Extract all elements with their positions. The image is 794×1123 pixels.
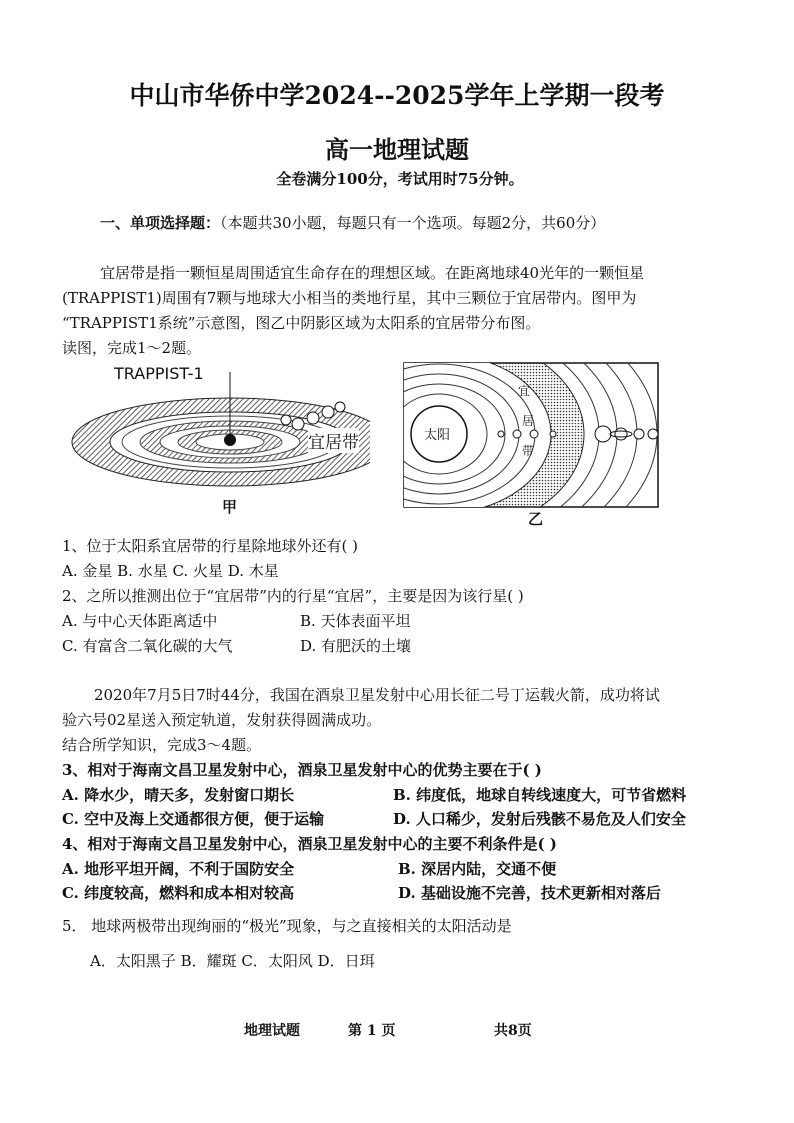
exam-title: 中山市华侨中学2024--2025学年上学期一段考 xyxy=(129,81,665,110)
question-2-option-c: C. 有富含二氧化碳的大气 xyxy=(62,637,233,655)
figure-a-star-label: TRAPPIST-1 xyxy=(114,364,204,383)
question-3-stem: 3、相对于海南文昌卫星发射中心，酒泉卫星发射中心的优势主要在于( ) xyxy=(62,761,542,779)
passage1-line-3: “TRAPPIST1系统”示意图，图乙中阴影区域为太阳系的宜居带分布图。 xyxy=(62,314,541,332)
question-5-options: A．太阳黑子 B．耀斑 C．太阳风 D．日珥 xyxy=(90,952,375,970)
section-heading-note: （本题共30小题，每题只有一个选项。每题2分，共60分） xyxy=(220,214,606,232)
question-4-stem: 4、相对于海南文昌卫星发射中心，酒泉卫星发射中心的主要不利条件是( ) xyxy=(62,835,557,853)
question-3-option-c: C. 空中及海上交通都很方便，便于运输 xyxy=(62,810,325,828)
planet xyxy=(292,418,304,430)
figure-b-zone-char-2: 居 xyxy=(522,414,535,428)
planet-uranus xyxy=(634,429,644,439)
section-heading-title: 一、单项选择题： xyxy=(100,214,221,232)
planet xyxy=(307,412,319,424)
central-star xyxy=(224,434,236,446)
section-heading xyxy=(100,212,605,233)
figure-b-caption: 乙 xyxy=(528,510,544,528)
passage1-line-4: 读图，完成1～2题。 xyxy=(62,339,202,357)
footer-page-number: 第 1 页 xyxy=(348,1023,396,1039)
planet xyxy=(281,415,291,425)
question-4-option-a: A. 地形平坦开阔，不利于国防安全 xyxy=(62,860,295,878)
planet-mercury xyxy=(498,431,504,437)
passage1-line-2: (TRAPPIST1)周围有7颗与地球大小相当的类地行星，其中三颗位于宜居带内。图甲为 xyxy=(62,289,637,307)
figure-b-sun-label: 太阳 xyxy=(424,428,451,443)
exam-subtitle: 高一地理试题 xyxy=(325,135,469,164)
passage2-line-2: 验六号02星送入预定轨道，发射获得圆满成功。 xyxy=(62,711,382,729)
figure-b-zone-char-3: 带 xyxy=(522,444,535,458)
passage2-line-3: 结合所学知识，完成3～4题。 xyxy=(62,736,262,754)
question-1-options: A. 金星 B. 水星 C. 火星 D. 木星 xyxy=(62,562,279,580)
planet xyxy=(322,406,334,418)
passage2-line-1: 2020年7月5日7时44分，我国在酒泉卫星发射中心用长征二号丁运载火箭，成功将试 xyxy=(94,686,660,704)
planet-mars xyxy=(550,431,556,437)
planet-saturn xyxy=(615,428,627,440)
passage1-line-1: 宜居带是指一颗恒星周围适宜生命存在的理想区域。在距离地球40光年的一颗恒星 xyxy=(100,264,645,282)
question-3-option-d: D. 人口稀少，发射后残骸不易危及人们安全 xyxy=(393,810,686,828)
question-4-option-d: D. 基础设施不完善，技术更新相对落后 xyxy=(398,884,661,902)
question-5-stem: 5． 地球两极带出现绚丽的“极光”现象，与之直接相关的太阳活动是 xyxy=(62,917,512,935)
footer-subject: 地理试题 xyxy=(244,1023,300,1039)
question-1-stem: 1、位于太阳系宜居带的行星除地球外还有( ) xyxy=(62,537,359,555)
planet-earth xyxy=(530,430,538,438)
figure-b-zone-char-1: 宜 xyxy=(518,384,531,398)
footer-total-pages: 共8页 xyxy=(494,1023,532,1039)
planet-venus xyxy=(513,430,521,438)
planet-jupiter xyxy=(595,426,611,442)
figure-a-zone-label: 宜居带 xyxy=(308,428,359,453)
question-4-option-c: C. 纬度较高，燃料和成本相对较高 xyxy=(62,884,295,902)
question-4-option-b: B. 深居内陆，交通不便 xyxy=(398,860,557,878)
question-2-stem: 2、之所以推测出位于“宜居带”内的行星“宜居”，主要是因为该行星( ) xyxy=(62,587,524,605)
question-3-option-a: A. 降水少，晴天多，发射窗口期长 xyxy=(62,786,295,804)
figures-area xyxy=(70,362,670,528)
question-3-option-b: B. 纬度低，地球自转线速度大，可节省燃料 xyxy=(393,786,687,804)
question-2-option-b: B. 天体表面平坦 xyxy=(300,612,411,630)
score-note: 全卷满分100分，考试用时75分钟。 xyxy=(276,170,524,188)
question-2-option-a: A. 与中心天体距离适中 xyxy=(62,612,218,630)
figure-a-caption: 甲 xyxy=(222,498,238,516)
question-2-option-d: D. 有肥沃的土壤 xyxy=(300,637,412,655)
planet xyxy=(335,402,345,412)
planet-neptune xyxy=(648,429,658,439)
